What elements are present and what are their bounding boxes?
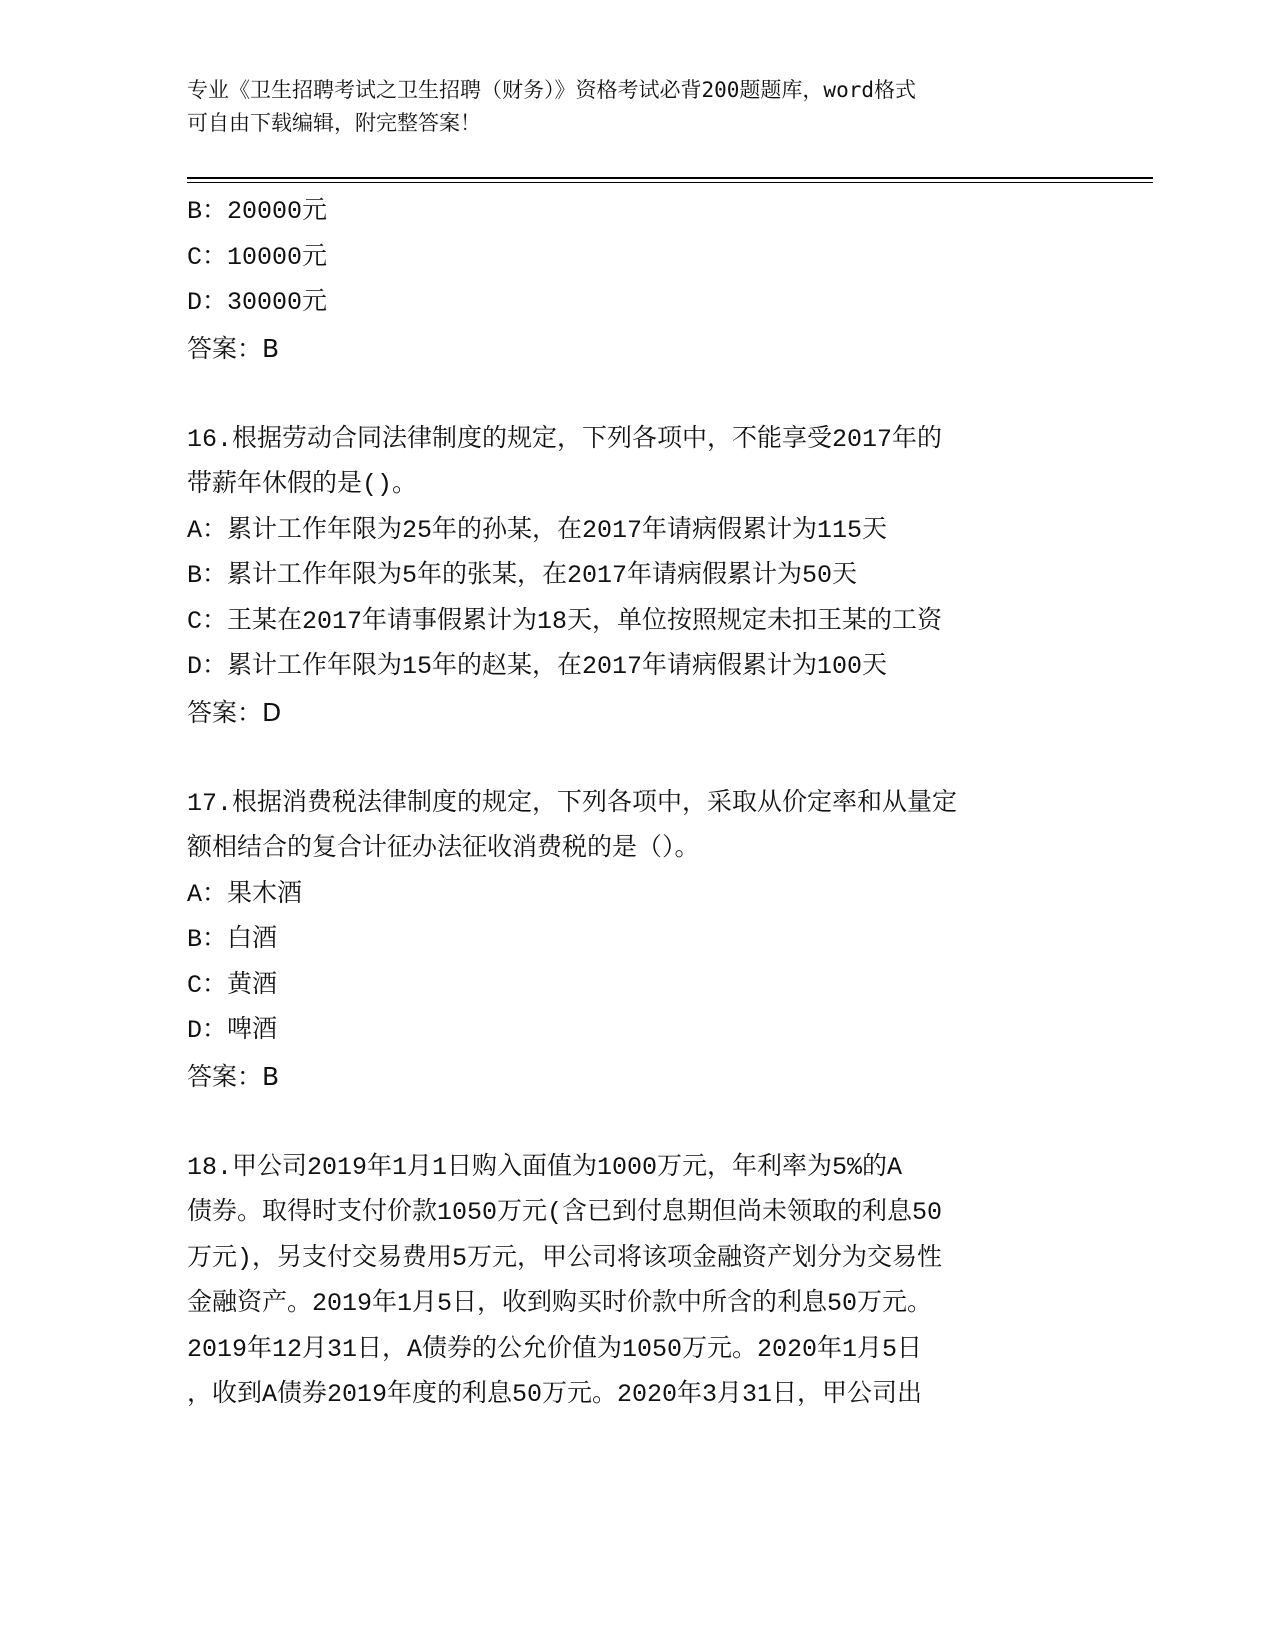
- answer-line: 答案：B: [187, 1061, 280, 1091]
- option-d: D：累计工作年限为15年的赵某，在2017年请病假累计为100天: [187, 652, 888, 681]
- header-line-1: 专业《卫生招聘考试之卫生招聘（财务）》资格考试必背200题题库，word格式: [187, 78, 916, 102]
- spacer: [187, 735, 1087, 781]
- question-stem-line: 18.甲公司2019年1月1日购入面值为1000万元，年利率为5%的A: [187, 1152, 903, 1182]
- question-stem-line: 16.根据劳动合同法律制度的规定，下列各项中，不能享受2017年的: [187, 424, 943, 454]
- question-stem-line: 万元)，另支付交易费用5万元，甲公司将该项金融资产划分为交易性: [187, 1243, 943, 1273]
- spacer: [187, 1099, 1087, 1145]
- question-stem-line: ，收到A债券2019年度的利息50万元。2020年3月31日，甲公司出: [187, 1380, 923, 1409]
- header-divider-thick: [187, 177, 1153, 179]
- spacer: [187, 371, 1087, 417]
- document-body: [187, 189, 1087, 1418]
- answer-line: 答案：D: [187, 697, 282, 727]
- question-stem-line: 带薪年休假的是()。: [187, 470, 418, 499]
- question-17: [187, 781, 1087, 1100]
- question-stem-line: 2019年12月31日，A债券的公允价值为1050万元。2020年1月5日: [187, 1334, 923, 1364]
- option-d: D：啤酒: [187, 1016, 278, 1045]
- option-b: B：白酒: [187, 925, 278, 954]
- option-a: A：累计工作年限为25年的孙某，在2017年请病假累计为115天: [187, 515, 888, 545]
- option-c: C：王某在2017年请事假累计为18天，单位按照规定未扣王某的工资: [187, 606, 943, 636]
- option-a: A：果木酒: [187, 879, 303, 909]
- option-c: C：10000元: [187, 242, 328, 272]
- header-line-2: 可自由下载编辑，附完整答案！: [187, 111, 481, 135]
- question-stem-line: 债券。取得时支付价款1050万元(含已到付息期但尚未领取的利息50: [187, 1198, 943, 1227]
- answer-line: 答案：B: [187, 333, 280, 363]
- question-stem-line: 17.根据消费税法律制度的规定，下列各项中，采取从价定率和从量定: [187, 788, 958, 818]
- question-stem-line: 金融资产。2019年1月5日，收到购买时价款中所含的利息50万元。: [187, 1289, 933, 1318]
- option-c: C：黄酒: [187, 970, 278, 1000]
- option-b: B：累计工作年限为5年的张某，在2017年请病假累计为50天: [187, 561, 858, 590]
- question-18: [187, 1145, 1087, 1418]
- question-15-tail: [187, 189, 1087, 371]
- question-stem-line: 额相结合的复合计征办法征收消费税的是（）。: [187, 834, 700, 863]
- option-d: D：30000元: [187, 288, 328, 317]
- page-header: [187, 74, 1087, 140]
- header-divider-thin: [187, 182, 1153, 183]
- option-b: B：20000元: [187, 197, 328, 226]
- question-16: [187, 417, 1087, 736]
